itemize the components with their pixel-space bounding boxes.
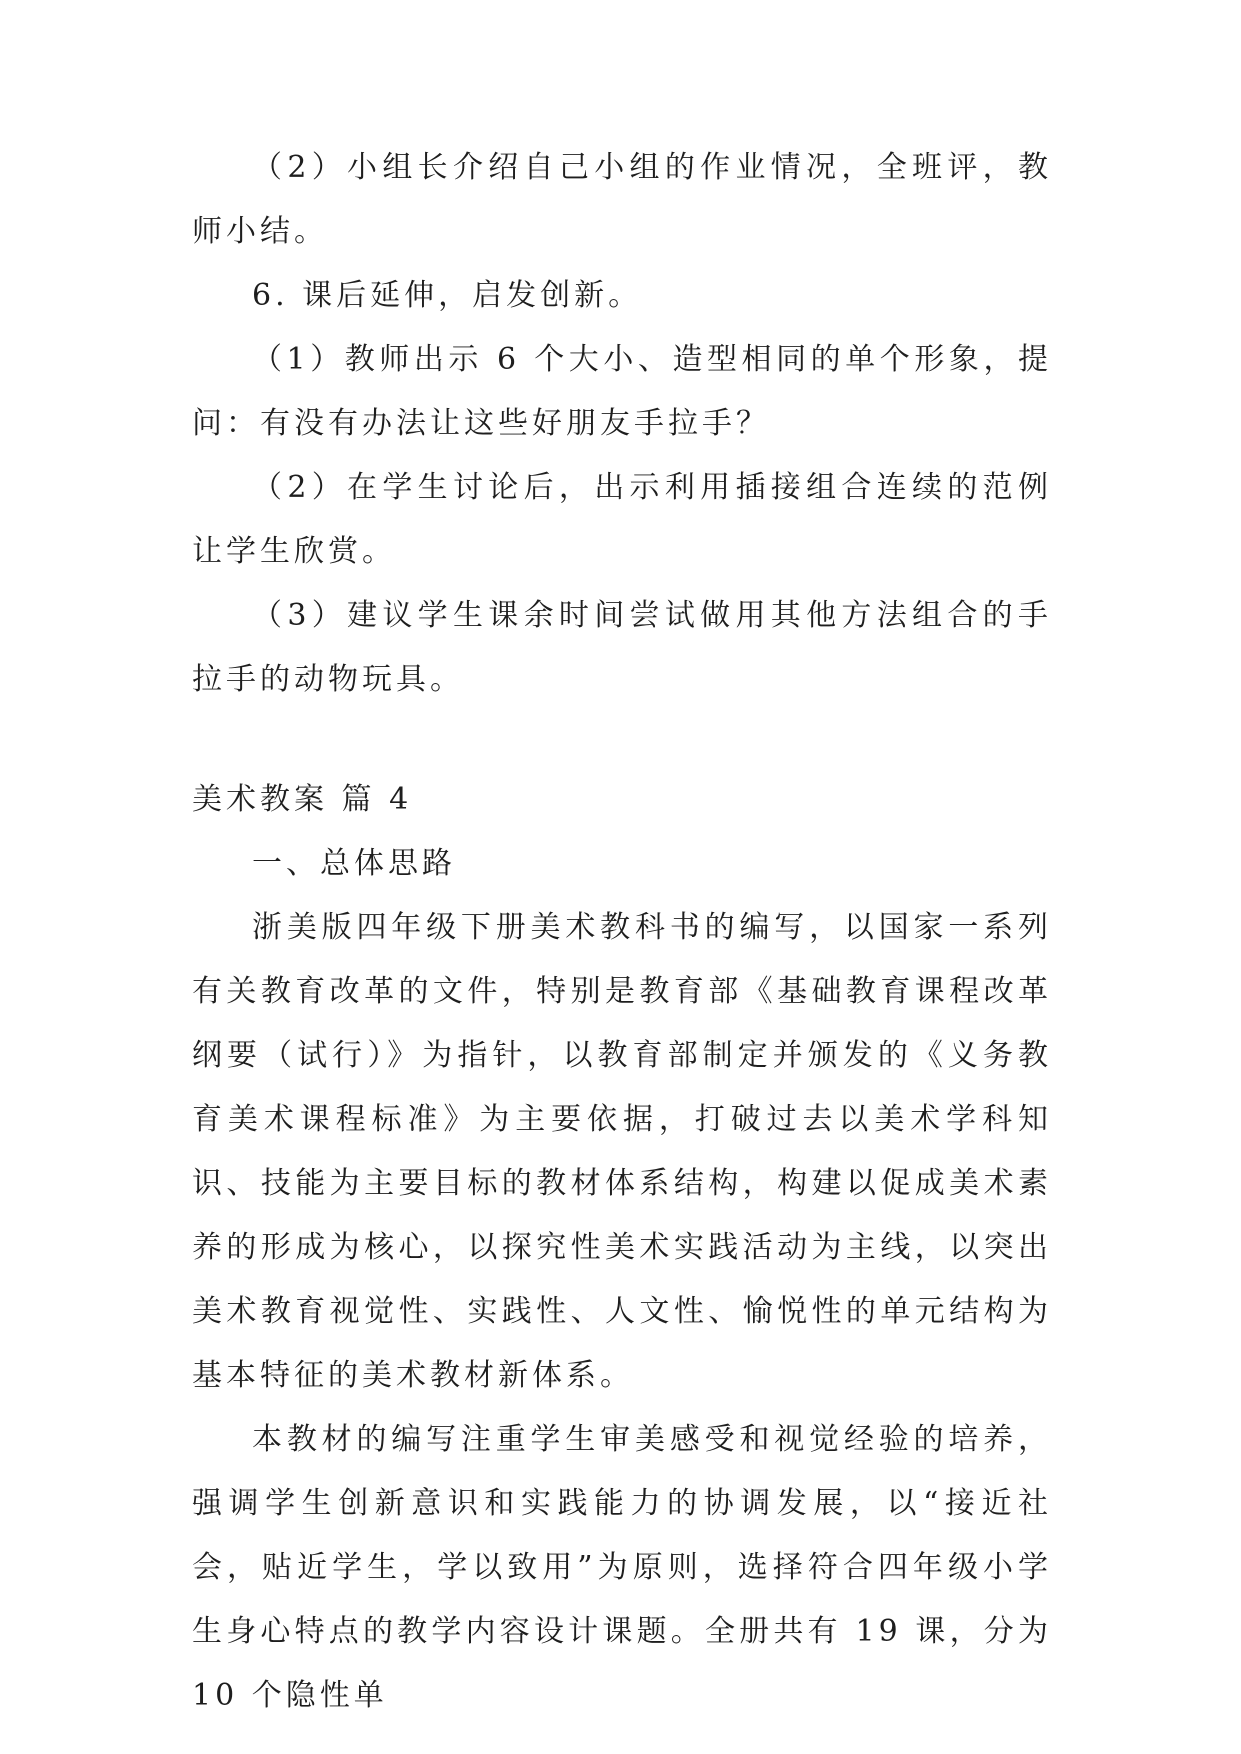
paragraph-student-discussion: （2）在学生讨论后，出示利用插接组合连续的范例让学生欣赏。: [192, 470, 1052, 569]
paragraph-suggestion: （3）建议学生课余时间尝试做用其他方法组合的手拉手的动物玩具。: [192, 598, 1052, 697]
paragraph-teacher-question: （1）教师出示 6 个大小、造型相同的单个形象，提问：有没有办法让这些好朋友手拉手？: [192, 342, 1052, 441]
subheading-overall-approach: 一、总体思路: [252, 846, 456, 881]
paragraph-group-report: （2）小组长介绍自己小组的作业情况，全班评，教师小结。: [192, 150, 1052, 249]
paragraph-step-6: 6. 课后延伸，启发创新。: [252, 278, 643, 313]
section-title: 美术教案 篇 4: [192, 782, 413, 817]
paragraph-textbook-intro: 浙美版四年级下册美术教科书的编写，以国家一系列有关教育改革的文件，特别是教育部《基础教育课程改革纲要（试行）》为指针，以教育部制定并颁发的《义务教育美术课程标准》为主要依据，打破过去以美术学科知识、技能为主要目标的教材体系结构，构建以促成美术素养的形成为核心，以探究性美术实践活动为主线，以突出美术教育视觉性、实践性、人文性、愉悦性的单元结构为基本特征的美术教材新体系。: [192, 910, 1052, 1393]
document-body: [192, 136, 1052, 1728]
section-gap: [192, 712, 1052, 768]
paragraph-textbook-focus: 本教材的编写注重学生审美感受和视觉经验的培养，强调学生创新意识和实践能力的协调发展，以“接近社会，贴近学生，学以致用”为原则，选择符合四年级小学生身心特点的教学内容设计课题。全册共有 19 课，分为 10 个隐性单: [192, 1422, 1052, 1713]
